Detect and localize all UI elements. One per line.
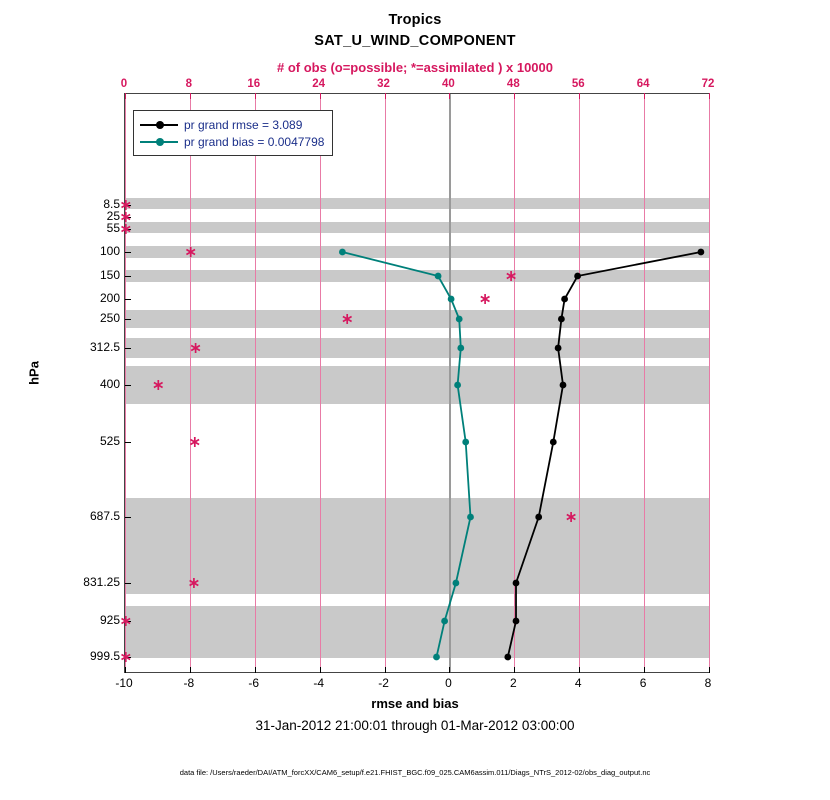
bottom-tick-label: -4 <box>313 676 324 690</box>
date-range-caption: 31-Jan-2012 21:00:01 through 01-Mar-2012 03:00:00 <box>255 718 575 733</box>
bottom-axis-ticklabels <box>115 676 712 692</box>
bottom-tick-label: -6 <box>248 676 260 690</box>
legend-label-bias: pr grand bias = 0.0047798 <box>184 134 325 149</box>
y-tick-label: 999.5 <box>89 649 120 663</box>
top-axis-ticklabels <box>120 78 715 92</box>
y-tick-label: 8.5 <box>103 197 120 211</box>
page-title: Tropics <box>388 12 442 28</box>
bottom-tick-label: -2 <box>378 676 389 690</box>
y-tick-label: 687.5 <box>89 509 120 523</box>
y-tick-label: 100 <box>99 244 120 258</box>
x-axis-title: rmse and bias <box>371 696 459 711</box>
top-axis-title: # of obs (o=possible; *=assimilated ) x 10000 <box>277 60 553 75</box>
top-tick-label: 40 <box>442 78 455 90</box>
top-tick-label: 32 <box>377 78 390 90</box>
page-subtitle: SAT_U_WIND_COMPONENT <box>314 33 516 49</box>
top-tick-label: 0 <box>120 78 128 90</box>
legend-item-rmse <box>140 116 324 133</box>
y-axis-title: hPa <box>26 361 42 385</box>
y-tick-label: 25 <box>106 209 120 223</box>
legend <box>133 110 333 156</box>
bottom-tick-label: 2 <box>509 676 517 690</box>
top-tick-label: 72 <box>701 78 715 90</box>
top-tick-label: 48 <box>506 78 520 90</box>
y-tick-label: 200 <box>99 291 120 305</box>
bottom-tick-label: 6 <box>639 676 647 690</box>
data-file-caption: data file: /Users/raeder/DAI/ATM_forcXX/CAM6_setup/f.e21.FHIST_BGC.f09_025.CAM6assim.011/Diags_NTrS_2012-02/obs_diag_output.nc <box>179 768 651 777</box>
legend-swatch-bias <box>140 136 178 148</box>
bottom-tick-label: -8 <box>183 676 195 690</box>
top-tick-label: 56 <box>571 78 585 90</box>
y-tick-label: 55 <box>106 221 120 235</box>
legend-swatch-rmse <box>140 119 178 131</box>
bottom-tick-label: 0 <box>445 676 452 690</box>
y-tick-label: 400 <box>99 377 120 391</box>
y-tick-label: 312.5 <box>89 340 120 354</box>
y-tick-label: 250 <box>99 311 120 325</box>
legend-item-bias <box>140 133 324 150</box>
legend-label-rmse: pr grand rmse = 3.089 <box>184 117 303 132</box>
bottom-tick-label: -10 <box>115 676 133 690</box>
plot-area <box>124 93 710 673</box>
y-tick-label: 525 <box>99 434 120 448</box>
bottom-tick-label: 8 <box>704 676 712 690</box>
top-tick-label: 24 <box>312 78 326 90</box>
top-tick-label: 64 <box>636 78 650 90</box>
y-tick-label: 925 <box>99 613 120 627</box>
y-tick-label: 831.25 <box>83 575 120 589</box>
series-lines <box>125 94 709 672</box>
bottom-tick-label: 4 <box>574 676 582 690</box>
top-tick-label: 8 <box>185 78 193 90</box>
gridline <box>709 94 710 672</box>
y-axis-ticklabels <box>0 93 120 673</box>
top-tick-label: 16 <box>247 78 261 90</box>
y-tick-label: 150 <box>99 268 120 282</box>
